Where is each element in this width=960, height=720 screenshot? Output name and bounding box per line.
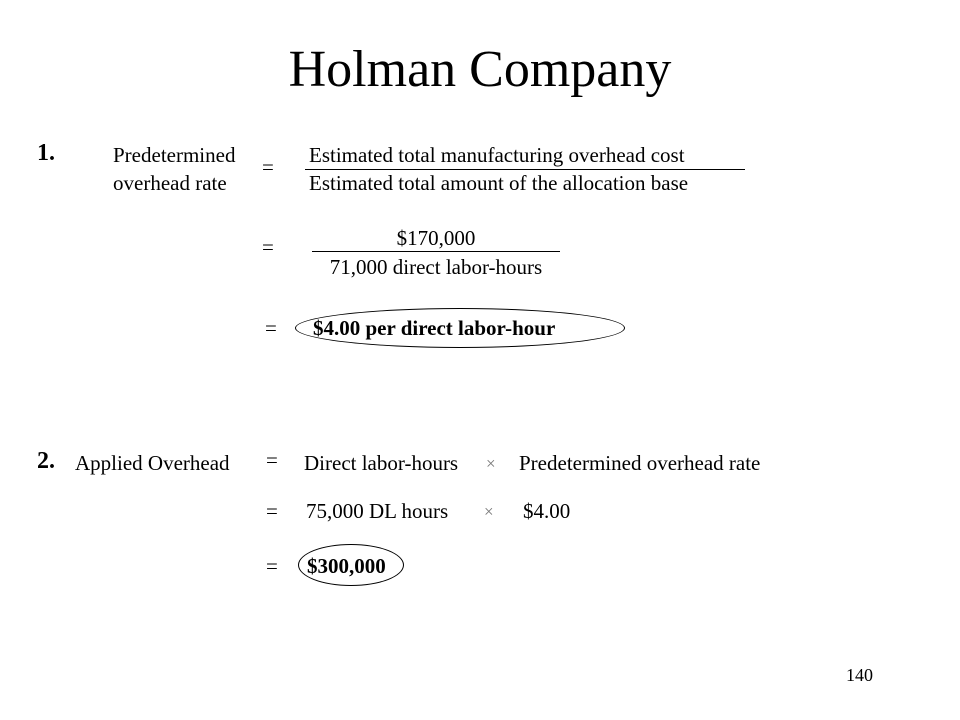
predetermined-rate-result: $4.00 per direct labor-hour (313, 316, 556, 340)
result1-equals-sign: = (265, 316, 277, 340)
part2-calc-left: 75,000 DL hours (306, 499, 449, 523)
calc-fraction-bar (312, 251, 560, 252)
applied-overhead-result: $300,000 (307, 554, 386, 578)
part2-label: Applied Overhead (75, 451, 230, 475)
calc-denominator: 71,000 direct labor-hours (329, 255, 543, 279)
calc-numerator: $170,000 (396, 226, 476, 250)
formula-denominator: Estimated total amount of the allocation base (309, 171, 689, 195)
result2-equals-sign: = (266, 554, 278, 578)
formula-numerator: Estimated total manufacturing overhead cost (309, 143, 685, 167)
formula-fraction-bar (305, 169, 745, 170)
part2-formula-right: Predetermined overhead rate (519, 451, 761, 475)
part1-number: 1. (37, 140, 55, 166)
part2-equals-sign: = (266, 448, 278, 472)
part1-label-line2: overhead rate (113, 171, 227, 195)
part1-label-line1: Predetermined (113, 143, 236, 167)
part2-formula-left: Direct labor-hours (304, 451, 459, 475)
page-number: 140 (846, 665, 873, 685)
part2-calc-equals-sign: = (266, 499, 278, 523)
part2-calc-right: $4.00 (523, 499, 571, 523)
part1-equals-sign: = (262, 155, 274, 179)
part2-number: 2. (37, 448, 55, 474)
page-title: Holman Company (288, 41, 672, 98)
part2-calc-times: × (484, 502, 494, 521)
part2-formula-times: × (486, 454, 496, 473)
calc-equals-sign: = (262, 235, 274, 259)
